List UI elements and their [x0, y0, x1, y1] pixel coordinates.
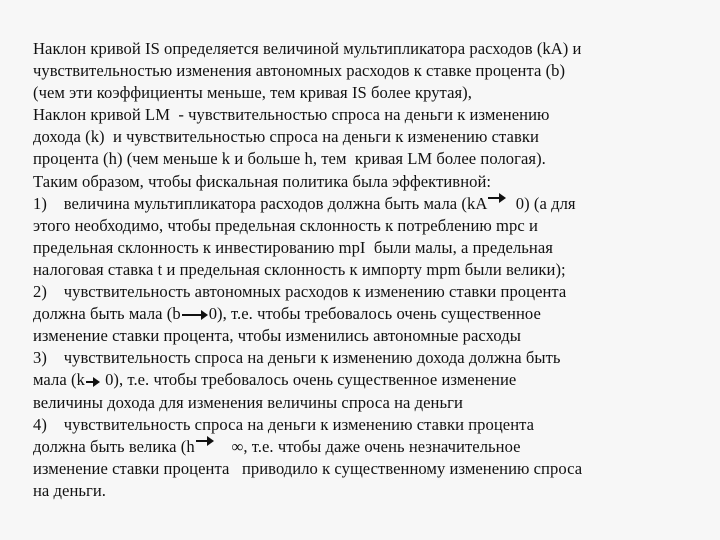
text-line: чувствительностью изменения автономных расходов к ставке процента (b)	[33, 61, 566, 81]
document-body	[33, 38, 713, 502]
right-arrow-icon	[488, 193, 506, 203]
right-arrow-icon	[196, 436, 214, 446]
text-line: Наклон кривой LM - чувствительностью спроса на деньги к изменению	[33, 105, 550, 125]
text-segment: 0), т.е. чтобы требовалось очень существенное изменение	[100, 370, 517, 390]
text-line-with-arrow	[33, 193, 713, 215]
text-segment: должна быть мала (b	[33, 304, 181, 324]
text-segment: ∞, т.е. чтобы даже очень незначительное	[214, 436, 521, 456]
text-line: этого необходимо, чтобы предельная склонность к потреблению mpc и	[33, 215, 538, 235]
text-line: Наклон кривой IS определяется величиной мультипликатора расходов (kA) и	[33, 39, 582, 58]
text-segment: 0), т.е. чтобы требовалось очень существенное	[208, 304, 541, 324]
text-line: процента (h) (чем меньше k и больше h, тем кривая LM более пологая).	[33, 149, 546, 169]
text-line: 3) чувствительность спроса на деньги к изменению дохода должна быть	[33, 348, 561, 368]
text-line: дохода (k) и чувствительностью спроса на деньги к изменению ставки	[33, 127, 539, 147]
text-segment: 0) (а для	[507, 193, 576, 213]
right-arrow-icon	[86, 377, 100, 387]
text-line: Таким образом, чтобы фискальная политика была эффективной:	[33, 171, 492, 191]
text-segment: 1) величина мультипликатора расходов должна быть мала (kA	[33, 193, 488, 213]
text-segment: мала (k	[33, 370, 85, 390]
right-arrow-icon	[182, 310, 208, 320]
text-line-with-arrow	[33, 303, 713, 325]
text-line: изменение ставки процента приводило к существенному изменению спроса	[33, 458, 583, 478]
text-line-with-arrow	[33, 436, 713, 458]
text-line: 2) чувствительность автономных расходов к изменению ставки процента	[33, 282, 567, 302]
text-segment: должна быть велика (h	[33, 436, 195, 456]
text-line: налоговая ставка t и предельная склонность к импорту mpm были велики);	[33, 259, 566, 279]
text-line: величины дохода для изменения величины спроса на деньги	[33, 392, 463, 412]
text-line: 4) чувствительность спроса на деньги к изменению ставки процента	[33, 414, 535, 434]
text-line-with-arrow	[33, 369, 713, 391]
text-line: (чем эти коэффициенты меньше, тем кривая IS более крутая),	[33, 83, 472, 103]
text-line: на деньги.	[33, 480, 106, 500]
text-line: изменение ставки процента, чтобы изменились автономные расходы	[33, 326, 521, 346]
text-line: предельная склонность к инвестированию mpI были малы, а предельная	[33, 237, 553, 257]
